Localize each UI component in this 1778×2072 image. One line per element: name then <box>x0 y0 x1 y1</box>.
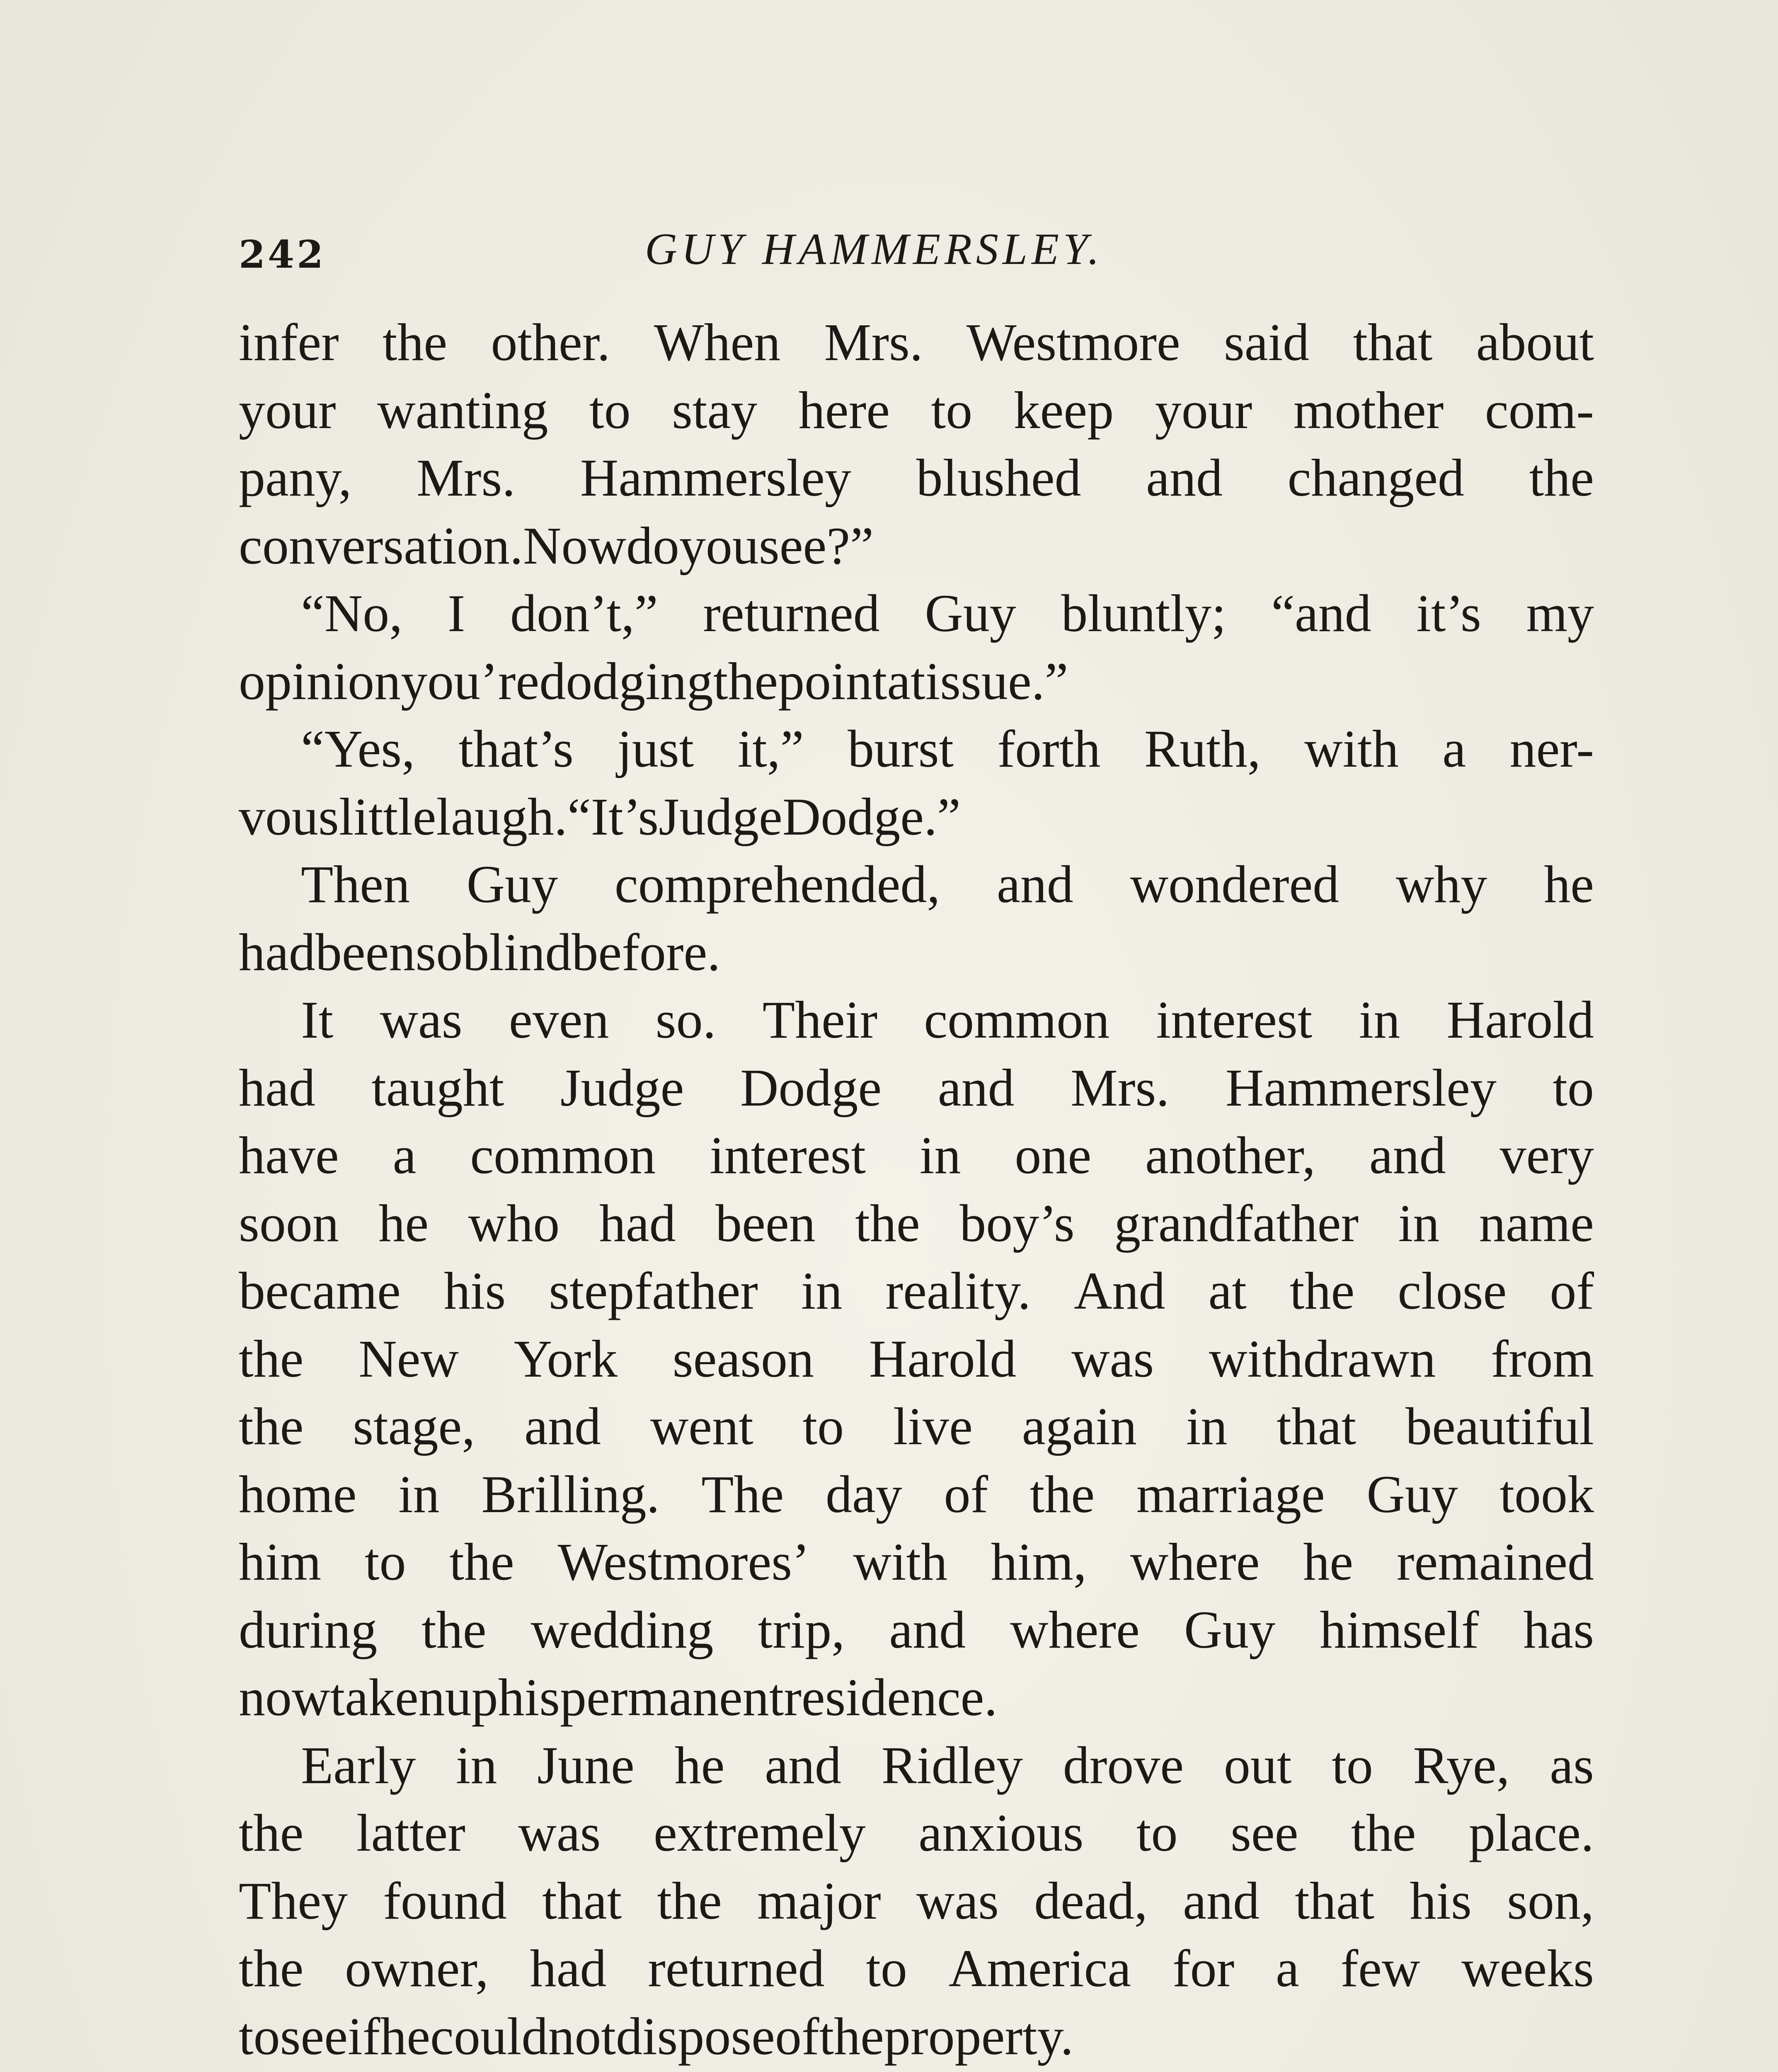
word: to <box>1136 1803 1178 1862</box>
page-number: 242 <box>239 232 326 277</box>
word: has <box>1523 1600 1594 1659</box>
word: him <box>239 1532 322 1591</box>
word: he <box>674 1736 725 1795</box>
word: burst <box>848 719 954 778</box>
word: was <box>916 1871 999 1930</box>
word: the <box>1529 448 1594 507</box>
word: as <box>1550 1736 1594 1795</box>
word: interest <box>710 1126 866 1185</box>
word: and <box>1146 448 1223 507</box>
word: found <box>383 1871 507 1930</box>
word: could <box>430 2007 548 2066</box>
word: to <box>239 2007 280 2066</box>
word: have <box>239 1126 339 1185</box>
word: said <box>1223 313 1310 372</box>
word: been <box>315 922 416 982</box>
word: dead, <box>1034 1871 1148 1930</box>
word: his <box>498 1668 560 1727</box>
text-line <box>239 783 1594 851</box>
word: wanting <box>377 380 548 440</box>
word <box>1497 2070 1594 2072</box>
word: changed <box>1287 448 1464 507</box>
word: Then <box>301 855 410 914</box>
text-line <box>239 648 1594 716</box>
word: forth <box>997 719 1101 778</box>
word: It <box>301 990 334 1049</box>
text-line <box>239 1054 1594 1122</box>
word: the <box>239 1397 304 1456</box>
word: went <box>650 1397 753 1456</box>
word: in <box>919 1126 961 1185</box>
word: why <box>1395 855 1487 914</box>
word: Guy <box>925 584 1016 643</box>
word: another, <box>1145 1126 1315 1185</box>
word: to <box>931 380 973 440</box>
word: to <box>802 1397 844 1456</box>
word: anxious <box>918 1803 1084 1862</box>
word: had <box>530 1939 607 1998</box>
word: Rye, <box>1413 1736 1510 1795</box>
word <box>845 2070 931 2072</box>
word: his <box>1410 1871 1472 1930</box>
word <box>759 2070 801 2072</box>
word: for <box>1172 1939 1235 1998</box>
word: “It’s <box>567 787 659 846</box>
word: property. <box>884 2007 1074 2066</box>
word: it,” <box>737 719 804 778</box>
text-line <box>239 715 1594 783</box>
word: dodging <box>539 651 713 711</box>
word: so <box>415 922 463 982</box>
word: the <box>239 1803 304 1862</box>
word: of <box>775 2007 819 2066</box>
text-line <box>239 1122 1594 1190</box>
word: name <box>1479 1193 1594 1253</box>
word: became <box>239 1261 401 1320</box>
word: Early <box>301 1736 416 1795</box>
word: drove <box>1063 1736 1184 1795</box>
word: he <box>1544 855 1594 914</box>
word: ner- <box>1509 719 1594 778</box>
word: that <box>1277 1397 1357 1456</box>
word: com- <box>1485 380 1594 440</box>
word: a <box>392 1126 417 1185</box>
word: other. <box>491 313 610 372</box>
word <box>976 2070 1044 2072</box>
word: mother <box>1293 380 1444 440</box>
word: and <box>524 1397 601 1456</box>
word: Ruth, <box>1144 719 1261 778</box>
word: place. <box>1468 1803 1594 1862</box>
word: to <box>866 1939 907 1998</box>
word: even <box>509 990 609 1049</box>
word: a <box>1275 1939 1299 1998</box>
word: do <box>626 516 679 575</box>
word: at <box>1208 1261 1247 1320</box>
word: the <box>382 313 448 372</box>
word: you’re <box>401 651 540 711</box>
word: with <box>853 1532 947 1591</box>
text-line <box>239 2003 1594 2071</box>
word: Brilling. <box>481 1464 660 1524</box>
text-line <box>239 580 1594 648</box>
word: in <box>1398 1193 1440 1253</box>
word: and <box>765 1736 841 1795</box>
word: who <box>468 1193 560 1253</box>
text-line <box>239 377 1594 445</box>
word: the <box>819 2007 884 2066</box>
word: that’s <box>458 719 574 778</box>
word: pany, <box>239 448 352 507</box>
word: Hammersley <box>580 448 851 507</box>
word: of <box>944 1464 988 1524</box>
word: Now <box>523 516 626 575</box>
word: my <box>1526 584 1594 643</box>
word: in <box>801 1261 843 1320</box>
word: don’t,” <box>510 584 658 643</box>
text-line <box>239 2070 1594 2072</box>
word: the <box>449 1532 514 1591</box>
word: in <box>455 1736 497 1795</box>
word: common <box>924 990 1110 1049</box>
word: about <box>1476 313 1594 372</box>
word: the <box>855 1193 920 1253</box>
word: Dodge.” <box>782 787 961 846</box>
word: been <box>715 1193 816 1253</box>
word: that <box>1295 1871 1375 1930</box>
word: himself <box>1320 1600 1479 1659</box>
word: “and <box>1271 584 1371 643</box>
word: boy’s <box>959 1193 1075 1253</box>
word: June <box>537 1736 635 1795</box>
word: see <box>280 2007 348 2066</box>
word: I <box>447 584 465 643</box>
word: America <box>948 1939 1131 1998</box>
word: of <box>1550 1261 1594 1320</box>
word: see?” <box>758 516 874 575</box>
word: live <box>893 1397 973 1456</box>
word: “Yes, <box>301 719 415 778</box>
running-title: GUY HAMMERSLEY. <box>645 225 1104 274</box>
word: the <box>1351 1803 1416 1862</box>
word: taken <box>330 1668 445 1727</box>
word: that <box>542 1871 622 1930</box>
word: bluntly; <box>1061 584 1226 643</box>
word: York <box>514 1329 618 1388</box>
word: now <box>239 1668 330 1727</box>
word: interest <box>1156 990 1313 1049</box>
word: Their <box>762 990 878 1049</box>
word: during <box>239 1600 378 1659</box>
word: Westmores’ <box>557 1532 810 1591</box>
word: and <box>937 1058 1015 1117</box>
word: the <box>1029 1464 1095 1524</box>
word: day <box>825 1464 902 1524</box>
body-text <box>239 309 1594 2072</box>
word: close <box>1398 1261 1507 1320</box>
word: owner, <box>345 1939 489 1998</box>
word <box>1088 2070 1180 2072</box>
word: blushed <box>916 448 1081 507</box>
word <box>594 2070 715 2072</box>
word: stage, <box>353 1397 475 1456</box>
text-line <box>239 309 1594 377</box>
word: the <box>1289 1261 1355 1320</box>
word: in <box>1186 1397 1228 1456</box>
text-line <box>239 512 1594 580</box>
word: where <box>1010 1600 1140 1659</box>
word: one <box>1015 1126 1092 1185</box>
text-line <box>239 1393 1594 1461</box>
word: son, <box>1507 1871 1594 1930</box>
word: very <box>1499 1126 1594 1185</box>
word: with <box>1304 719 1399 778</box>
word: just <box>617 719 694 778</box>
word: residence. <box>784 1668 998 1727</box>
word: in <box>1359 990 1400 1049</box>
word: out <box>1223 1736 1292 1795</box>
text-line <box>239 1935 1594 2003</box>
word: returned <box>703 584 880 643</box>
word: season <box>672 1329 814 1388</box>
word: to <box>1553 1058 1594 1117</box>
word: in <box>398 1464 440 1524</box>
word: comprehended, <box>614 855 940 914</box>
word: And <box>1074 1261 1165 1320</box>
word: Guy <box>1184 1600 1276 1659</box>
word: that <box>1353 313 1433 372</box>
word: home <box>239 1464 357 1524</box>
word: Hammersley <box>1225 1058 1497 1117</box>
word: him, <box>991 1532 1087 1591</box>
word: up <box>445 1668 498 1727</box>
word: beautiful <box>1405 1397 1594 1456</box>
word: major <box>757 1871 881 1930</box>
word: and <box>889 1600 966 1659</box>
word: the <box>239 1939 304 1998</box>
word <box>1224 2070 1304 2072</box>
word: dispose <box>615 2007 775 2066</box>
word: to <box>364 1532 406 1591</box>
word: a <box>1442 719 1466 778</box>
word: extremely <box>653 1803 866 1862</box>
word: and <box>1369 1126 1446 1185</box>
word: The <box>701 1464 784 1524</box>
word: taught <box>371 1058 504 1117</box>
word: soon <box>239 1193 339 1253</box>
word: was <box>380 990 463 1049</box>
word: laugh. <box>436 787 567 846</box>
word: Harold <box>1446 990 1594 1049</box>
word: was <box>1071 1329 1154 1388</box>
word: little <box>339 787 436 846</box>
word: issue.” <box>925 651 1068 711</box>
word: was <box>518 1803 601 1862</box>
text-line <box>239 1799 1594 1867</box>
text-line <box>239 1528 1594 1596</box>
word: he <box>380 2007 430 2066</box>
word: withdrawn <box>1209 1329 1436 1388</box>
word: so. <box>655 990 716 1049</box>
text-line <box>239 1325 1594 1393</box>
word: he <box>1303 1532 1354 1591</box>
word: Westmore <box>966 313 1180 372</box>
word: to <box>589 380 631 440</box>
word: he <box>378 1193 429 1253</box>
word: the <box>239 1329 304 1388</box>
word: had <box>599 1193 676 1253</box>
word: where <box>1130 1532 1260 1591</box>
text-line <box>239 1257 1594 1325</box>
running-head <box>239 215 1594 282</box>
word: it’s <box>1416 584 1481 643</box>
word: “No, <box>301 584 403 643</box>
word: not <box>548 2007 616 2066</box>
text-line <box>239 986 1594 1054</box>
word: remained <box>1396 1532 1594 1591</box>
word: and <box>997 855 1073 914</box>
word: your <box>1155 380 1252 440</box>
word: few <box>1340 1939 1420 1998</box>
word: Dodge <box>740 1058 882 1117</box>
word: see <box>1231 1803 1298 1862</box>
word: opinion <box>239 651 401 711</box>
word: at <box>887 651 925 711</box>
text-line <box>239 1664 1594 1732</box>
word: Guy <box>466 855 558 914</box>
word: wondered <box>1130 855 1340 914</box>
word: weeks <box>1461 1939 1594 1998</box>
word: Judge <box>560 1058 684 1117</box>
word: wedding <box>530 1600 714 1659</box>
word: had <box>239 1058 315 1117</box>
word <box>472 2070 549 2072</box>
word: the <box>657 1871 722 1930</box>
word: and <box>1183 1871 1260 1930</box>
word: the <box>713 651 778 711</box>
word: if <box>348 2007 380 2066</box>
word: Guy <box>1366 1464 1458 1524</box>
word: had <box>239 922 315 982</box>
word: conversation. <box>239 516 523 575</box>
text-line <box>239 1190 1594 1258</box>
word: permanent <box>560 1668 784 1727</box>
text-line <box>239 851 1594 919</box>
text-line <box>239 919 1594 987</box>
word: your <box>239 380 336 440</box>
word: the <box>421 1600 487 1659</box>
text-line <box>239 444 1594 512</box>
word: New <box>359 1329 459 1388</box>
word: again <box>1022 1397 1137 1456</box>
word: Mrs. <box>417 448 516 507</box>
word: Mrs. <box>824 313 923 372</box>
word: They <box>239 1871 348 1930</box>
text-line <box>239 1732 1594 1800</box>
word: trip, <box>758 1600 845 1659</box>
word: Ridley <box>881 1736 1023 1795</box>
word: returned <box>648 1939 825 1998</box>
word: When <box>654 313 781 372</box>
word: Judge <box>659 787 782 846</box>
word: took <box>1499 1464 1594 1524</box>
word: reality. <box>885 1261 1031 1320</box>
word: common <box>470 1126 656 1185</box>
word: before. <box>572 922 721 982</box>
word: marriage <box>1136 1464 1325 1524</box>
word: vous <box>239 787 339 846</box>
word <box>1349 2070 1452 2072</box>
word: you <box>679 516 759 575</box>
word: point <box>778 651 887 711</box>
word: Harold <box>869 1329 1017 1388</box>
word: blind <box>463 922 572 982</box>
text-line <box>239 1867 1594 1935</box>
word: from <box>1491 1329 1594 1388</box>
word: stay <box>672 380 758 440</box>
word: infer <box>239 313 339 372</box>
word: keep <box>1013 380 1114 440</box>
text-line <box>239 1461 1594 1529</box>
word <box>301 2070 428 2072</box>
word: stepfather <box>549 1261 758 1320</box>
text-line <box>239 1596 1594 1664</box>
word: here <box>798 380 890 440</box>
word: grandfather <box>1114 1193 1359 1253</box>
word: his <box>443 1261 506 1320</box>
word: latter <box>356 1803 465 1862</box>
word: to <box>1332 1736 1373 1795</box>
word: Mrs. <box>1071 1058 1170 1117</box>
